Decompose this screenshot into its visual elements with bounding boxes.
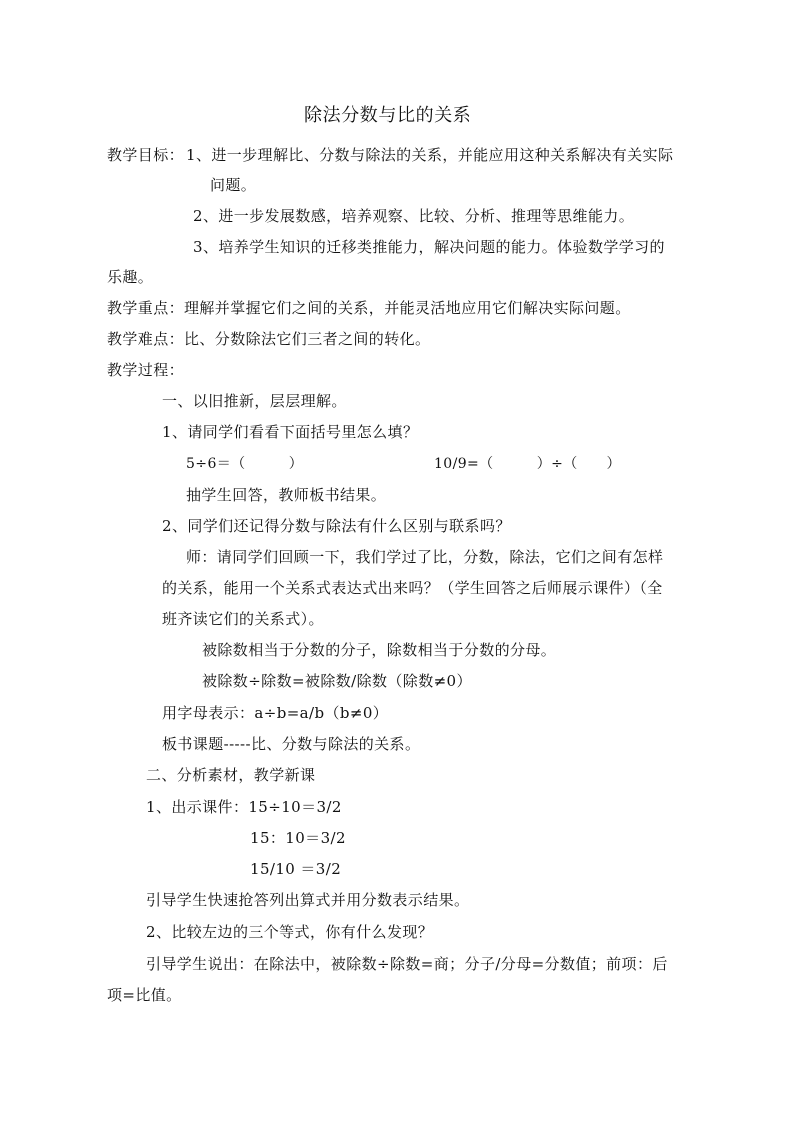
section-2-heading: 二、分析素材，教学新课	[146, 766, 316, 784]
objective-2: 2、进一步发展数感，培养观察、比较、分析、推理等思维能力。	[193, 207, 635, 225]
guide-2-line-1: 引导学生说出：在除法中，被除数÷除数=商；分子/分母=分数值；前项：后	[146, 955, 668, 973]
objective-1-line-2: 问题。	[210, 176, 257, 194]
section-1-heading: 一、以旧推新，层层理解。	[162, 392, 347, 410]
objective-3-line-1: 3、培养学生知识的迁移类推能力，解决问题的能力。体验数学学习的	[193, 238, 665, 256]
objective-3-line-2: 乐趣。	[107, 268, 154, 286]
objectives-label: 教学目标：	[107, 146, 185, 164]
equation-2: 15：10＝3/2	[250, 829, 346, 847]
key-point: 教学重点：理解并掌握它们之间的关系，并能灵活地应用它们解决实际问题。	[107, 299, 631, 317]
equation-b: 10/9=（ ）÷（ ）	[434, 456, 621, 472]
teacher-line-2: 的关系，能用一个关系式表达式出来吗？（学生回答之后师展示课件）（全	[162, 579, 663, 597]
relation-2: 被除数÷除数=被除数/除数（除数≠0）	[202, 672, 472, 690]
guide-2-line-2: 项=比值。	[107, 986, 182, 1004]
equation-3: 15/10 ＝3/2	[250, 860, 342, 878]
board-title: 板书课题-----比、分数与除法的关系。	[162, 735, 421, 753]
page-title: 除法分数与比的关系	[304, 105, 472, 126]
answer-note: 抽学生回答，教师板书结果。	[186, 486, 387, 504]
guide-1: 引导学生快速抢答列出算式并用分数表示结果。	[146, 891, 470, 909]
objective-1-line-1: 1、进一步理解比、分数与除法的关系，并能应用这种关系解决有关实际	[186, 146, 674, 164]
equation-a: 5÷6＝（ ）	[186, 456, 304, 472]
show-courseware: 1、出示课件：15÷10＝3/2	[146, 798, 342, 816]
section-2-question-2: 2、比较左边的三个等式，你有什么发现？	[146, 923, 434, 941]
teacher-line-1: 师：请同学们回顾一下，我们学过了比，分数，除法，它们之间有怎样	[186, 548, 664, 566]
teacher-line-3: 班齐读它们的关系式）。	[162, 610, 324, 628]
letter-expression: 用字母表示：a÷b=a/b（b≠0）	[162, 704, 389, 722]
process-label: 教学过程：	[107, 361, 185, 379]
relation-1: 被除数相当于分数的分子，除数相当于分数的分母。	[202, 641, 557, 659]
difficulty: 教学难点：比、分数除法它们三者之间的转化。	[107, 330, 431, 348]
section-1-question-2: 2、同学们还记得分数与除法有什么区别与联系吗？	[162, 517, 511, 535]
section-1-question-1: 1、请同学们看看下面括号里怎么填？	[162, 423, 419, 441]
